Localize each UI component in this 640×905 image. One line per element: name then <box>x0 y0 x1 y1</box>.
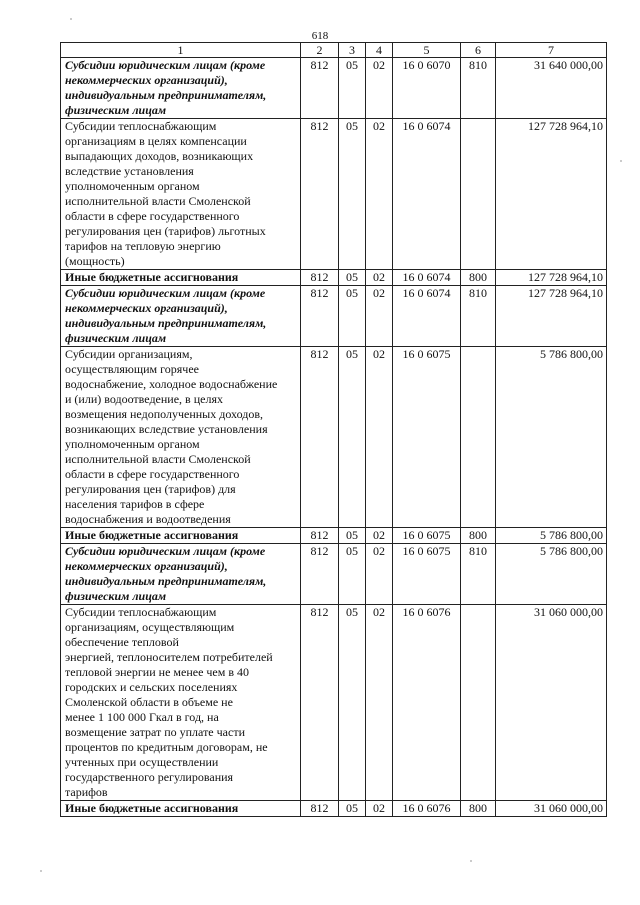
cell-subsection: 02 <box>366 347 393 528</box>
cell-amount: 5 786 800,00 <box>496 544 607 605</box>
scan-speck <box>620 160 622 162</box>
table-row <box>61 286 607 347</box>
cell-amount: 5 786 800,00 <box>496 528 607 544</box>
cell-target-article: 16 0 6075 <box>393 347 461 528</box>
table-row <box>61 528 607 544</box>
header-col-4: 4 <box>366 43 393 58</box>
cell-expense-type <box>461 605 496 801</box>
table-row <box>61 347 607 528</box>
cell-section: 05 <box>339 528 366 544</box>
cell-amount: 127 728 964,10 <box>496 270 607 286</box>
cell-subsection: 02 <box>366 58 393 119</box>
row-name: Субсидии юридическим лицам (кроме некоммерческих организаций), индивидуальным предпринимателям, физическим лицам <box>61 544 301 605</box>
cell-section: 05 <box>339 286 366 347</box>
scan-speck <box>470 860 472 862</box>
cell-amount: 127 728 964,10 <box>496 286 607 347</box>
cell-amount: 31 060 000,00 <box>496 801 607 817</box>
cell-section: 05 <box>339 347 366 528</box>
cell-expense-type <box>461 347 496 528</box>
cell-subsection: 02 <box>366 270 393 286</box>
cell-code: 812 <box>301 605 339 801</box>
cell-code: 812 <box>301 119 339 270</box>
row-name: Субсидии юридическим лицам (кроме некоммерческих организаций), индивидуальным предпринимателям, физическим лицам <box>61 286 301 347</box>
cell-code: 812 <box>301 801 339 817</box>
scan-speck <box>70 18 72 20</box>
page-number: 618 <box>311 30 329 42</box>
cell-section: 05 <box>339 270 366 286</box>
cell-target-article: 16 0 6074 <box>393 270 461 286</box>
cell-code: 812 <box>301 347 339 528</box>
row-name: Субсидии теплоснабжающим организациям, осуществляющим обеспечение тепловой энергией, теплоносителем потребителей тепловой энергии не менее чем в 40 городских и сельских поселениях Смоленской области в объеме не менее 1 100 000 Гкал в год, на возмещение затрат по уплате части процентов по кредитным договорам, не учтенных при осуществлении государственного регулирования тарифов <box>61 605 301 801</box>
table-row <box>61 270 607 286</box>
cell-section: 05 <box>339 119 366 270</box>
cell-subsection: 02 <box>366 544 393 605</box>
cell-expense-type: 810 <box>461 544 496 605</box>
cell-subsection: 02 <box>366 528 393 544</box>
cell-subsection: 02 <box>366 605 393 801</box>
row-name: Иные бюджетные ассигнования <box>61 270 301 286</box>
cell-target-article: 16 0 6075 <box>393 528 461 544</box>
header-col-6: 6 <box>461 43 496 58</box>
cell-expense-type: 800 <box>461 270 496 286</box>
header-col-3: 3 <box>339 43 366 58</box>
scan-speck <box>40 870 42 872</box>
table-row <box>61 605 607 801</box>
cell-expense-type: 810 <box>461 286 496 347</box>
header-col-1: 1 <box>61 43 301 58</box>
cell-expense-type: 810 <box>461 58 496 119</box>
cell-amount: 127 728 964,10 <box>496 119 607 270</box>
cell-amount: 31 640 000,00 <box>496 58 607 119</box>
cell-expense-type <box>461 119 496 270</box>
cell-code: 812 <box>301 544 339 605</box>
row-name: Иные бюджетные ассигнования <box>61 528 301 544</box>
cell-code: 812 <box>301 286 339 347</box>
cell-amount: 31 060 000,00 <box>496 605 607 801</box>
cell-section: 05 <box>339 58 366 119</box>
table-row <box>61 119 607 270</box>
cell-expense-type: 800 <box>461 528 496 544</box>
row-name: Субсидии юридическим лицам (кроме некоммерческих организаций), индивидуальным предпринимателям, физическим лицам <box>61 58 301 119</box>
table-row <box>61 544 607 605</box>
cell-target-article: 16 0 6074 <box>393 286 461 347</box>
cell-target-article: 16 0 6074 <box>393 119 461 270</box>
cell-section: 05 <box>339 801 366 817</box>
cell-code: 812 <box>301 58 339 119</box>
table-row <box>61 801 607 817</box>
row-name: Иные бюджетные ассигнования <box>61 801 301 817</box>
cell-amount: 5 786 800,00 <box>496 347 607 528</box>
cell-expense-type: 800 <box>461 801 496 817</box>
cell-section: 05 <box>339 605 366 801</box>
cell-subsection: 02 <box>366 801 393 817</box>
cell-subsection: 02 <box>366 119 393 270</box>
cell-target-article: 16 0 6076 <box>393 801 461 817</box>
cell-target-article: 16 0 6076 <box>393 605 461 801</box>
cell-code: 812 <box>301 270 339 286</box>
row-name: Субсидии организациям, осуществляющим горячее водоснабжение, холодное водоснабжение и (или) водоотведение, в целях возмещения недополученных доходов, возникающих вследствие установления уполномоченным органом исполнительной власти Смоленской области в сфере государственного регулирования цен (тарифов) для населения тарифов в сфере водоснабжения и водоотведения <box>61 347 301 528</box>
cell-subsection: 02 <box>366 286 393 347</box>
table-row <box>61 58 607 119</box>
budget-table <box>60 42 607 817</box>
cell-target-article: 16 0 6075 <box>393 544 461 605</box>
header-col-5: 5 <box>393 43 461 58</box>
cell-target-article: 16 0 6070 <box>393 58 461 119</box>
cell-section: 05 <box>339 544 366 605</box>
row-name: Субсидии теплоснабжающим организациям в целях компенсации выпадающих доходов, возникающих вследствие установления уполномоченным органом исполнительной власти Смоленской области в сфере государственного регулирования цен (тарифов) льготных тарифов на тепловую энергию (мощность) <box>61 119 301 270</box>
header-col-7: 7 <box>496 43 607 58</box>
header-row <box>61 43 607 58</box>
cell-code: 812 <box>301 528 339 544</box>
header-col-2: 2 <box>301 43 339 58</box>
